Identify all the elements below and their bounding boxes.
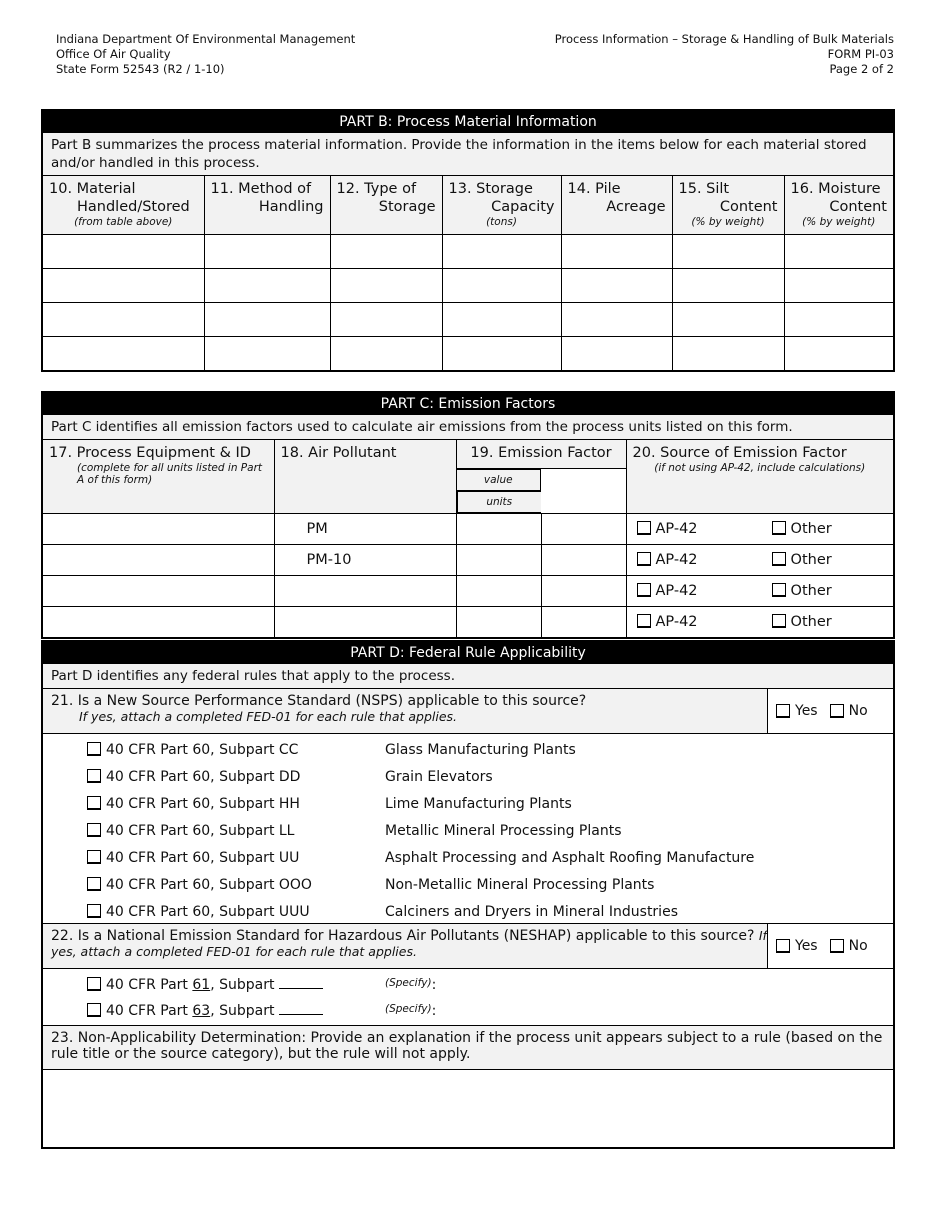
part-c-intro: Part C identifies all emission factors used to calculate air emissions from the process units listed on this form.	[43, 415, 893, 440]
material-cell[interactable]	[442, 302, 561, 336]
q22-note: If yes, attach a completed FED-01 for each rule that applies.	[51, 928, 767, 959]
material-cell[interactable]	[784, 336, 893, 370]
material-cell[interactable]	[561, 268, 672, 302]
col-20-note: (if not using AP-42, include calculations)	[654, 462, 866, 474]
material-row	[43, 302, 893, 336]
nsps-rule: 40 CFR Part 60, Subpart CC	[106, 742, 299, 758]
question-23	[43, 1026, 893, 1070]
material-cell[interactable]	[43, 336, 204, 370]
nsps-checkbox[interactable]	[87, 904, 101, 918]
material-cell[interactable]	[204, 268, 330, 302]
material-cell[interactable]	[204, 234, 330, 268]
col-14-header	[561, 176, 672, 234]
nsps-item	[87, 823, 893, 850]
col-header-line2: Capacity	[491, 199, 555, 215]
question-21	[43, 689, 893, 734]
material-cell[interactable]	[784, 268, 893, 302]
other-label: Other	[790, 520, 832, 537]
form-header	[555, 32, 894, 77]
q22-no-checkbox[interactable]	[830, 939, 844, 953]
material-cell[interactable]	[204, 302, 330, 336]
emission-row	[43, 575, 893, 606]
q23-text: 23. Non-Applicability Determination: Provide an explanation if the process unit appears subject to a rule (based on the rule title or the source category), but the rule will not apply.	[51, 1030, 883, 1062]
value-subheader: value	[457, 469, 542, 491]
ap42-label: AP-42	[655, 551, 698, 568]
nsps-list	[43, 734, 893, 924]
units-cell[interactable]	[541, 544, 626, 575]
material-cell[interactable]	[672, 268, 784, 302]
part-d-section	[41, 640, 895, 1149]
neshap-list	[43, 969, 893, 1026]
col-header-line1: 11. Method of	[210, 181, 312, 197]
equipment-cell[interactable]	[43, 513, 274, 544]
pollutant-cell[interactable]	[274, 575, 456, 606]
q22-no-label: No	[848, 938, 868, 954]
col-header-line2: Handled/Stored	[77, 199, 190, 215]
emission-row	[43, 544, 893, 575]
nsps-item	[87, 742, 893, 769]
col-20-header: 20. Source of Emission Factor	[632, 445, 847, 461]
col-15-header	[672, 176, 784, 234]
col-16-header	[784, 176, 893, 234]
value-cell[interactable]	[456, 606, 541, 637]
part-c-title: PART C: Emission Factors	[43, 393, 893, 415]
nsps-description: Asphalt Processing and Asphalt Roofing Manufacture	[385, 850, 755, 866]
emission-row	[43, 513, 893, 544]
q21-yes-label: Yes	[795, 703, 818, 719]
subpart-field[interactable]	[279, 1014, 323, 1015]
cfr-part: 63	[192, 1003, 211, 1019]
pollutant-cell[interactable]	[274, 606, 456, 637]
material-cell[interactable]	[672, 336, 784, 370]
equipment-cell[interactable]	[43, 606, 274, 637]
material-cell[interactable]	[672, 302, 784, 336]
nsps-checkbox[interactable]	[87, 877, 101, 891]
office-name: Office Of Air Quality	[56, 47, 171, 61]
material-cell[interactable]	[784, 234, 893, 268]
nsps-item	[87, 769, 893, 796]
other-checkbox[interactable]	[772, 583, 786, 597]
other-label: Other	[790, 613, 832, 630]
page-number: Page 2 of 2	[829, 62, 894, 76]
other-checkbox[interactable]	[772, 614, 786, 628]
q23-explanation-field[interactable]	[43, 1070, 893, 1144]
col-17-header: 17. Process Equipment & ID	[49, 445, 251, 461]
part-d-title: PART D: Federal Rule Applicability	[43, 642, 893, 664]
col-18-header: 18. Air Pollutant	[274, 440, 456, 513]
part-c-section	[41, 391, 895, 639]
pollutant-cell[interactable]: PM	[274, 513, 456, 544]
nsps-description: Calciners and Dryers in Mineral Industries	[385, 904, 678, 920]
nsps-rule: 40 CFR Part 60, Subpart DD	[106, 769, 301, 785]
col-19-header: 19. Emission Factor	[456, 440, 626, 468]
col-header-line2: Acreage	[606, 199, 666, 215]
col-17-note: (complete for all units listed in Part A of this form)	[77, 462, 263, 486]
other-label: Other	[790, 551, 832, 568]
nsps-description: Metallic Mineral Processing Plants	[385, 823, 622, 839]
nsps-item	[87, 796, 893, 823]
col-header-note: (tons)	[486, 216, 517, 228]
nsps-description: Grain Elevators	[385, 769, 493, 785]
nsps-rule: 40 CFR Part 60, Subpart UU	[106, 850, 300, 866]
other-checkbox[interactable]	[772, 521, 786, 535]
units-cell[interactable]	[541, 513, 626, 544]
col-header-line1: 10. Material	[49, 181, 136, 197]
q21-no-checkbox[interactable]	[830, 704, 844, 718]
form-title: Process Information – Storage & Handling of Bulk Materials	[554, 32, 894, 46]
nsps-description: Lime Manufacturing Plants	[385, 796, 572, 812]
other-checkbox[interactable]	[772, 552, 786, 566]
agency-header	[56, 32, 355, 77]
material-cell[interactable]	[43, 234, 204, 268]
neshap-item: 40 CFR Part 61, Subpart (Specify) :	[87, 977, 893, 1003]
material-cell[interactable]	[561, 302, 672, 336]
col-header-line1: 15. Silt	[678, 181, 730, 197]
col-header-line1: 16. Moisture	[790, 181, 881, 197]
material-cell[interactable]	[442, 234, 561, 268]
value-cell[interactable]	[456, 513, 541, 544]
nsps-item	[87, 850, 893, 877]
material-cell[interactable]	[330, 302, 442, 336]
specify-label: (Specify)	[385, 1003, 432, 1015]
col-header-note: (% by weight)	[691, 216, 765, 228]
pollutant-cell[interactable]: PM-10	[274, 544, 456, 575]
col-header-line2: Handling	[258, 199, 324, 215]
neshap-checkbox[interactable]	[87, 977, 101, 991]
material-cell[interactable]	[561, 234, 672, 268]
units-cell[interactable]	[541, 575, 626, 606]
nsps-checkbox[interactable]	[87, 850, 101, 864]
equipment-cell[interactable]	[43, 575, 274, 606]
nsps-rule: 40 CFR Part 60, Subpart LL	[106, 823, 295, 839]
agency-name: Indiana Department Of Environmental Management	[56, 32, 356, 46]
material-cell[interactable]	[672, 234, 784, 268]
material-cell[interactable]	[204, 336, 330, 370]
ap42-label: AP-42	[655, 582, 698, 599]
material-cell[interactable]	[784, 302, 893, 336]
neshap-item: 40 CFR Part 63, Subpart (Specify) :	[87, 1003, 893, 1029]
q22-text: 22. Is a National Emission Standard for Hazardous Air Pollutants (NESHAP) applicable to this source?	[51, 928, 755, 944]
nsps-item	[87, 877, 893, 904]
nsps-checkbox[interactable]	[87, 823, 101, 837]
col-header-line2: Content	[719, 199, 778, 215]
state-form-number: State Form 52543 (R2 / 1-10)	[56, 62, 225, 76]
q21-text: 21. Is a New Source Performance Standard (NSPS) applicable to this source?	[51, 693, 587, 709]
ap42-checkbox[interactable]	[637, 552, 651, 566]
ap42-label: AP-42	[655, 520, 698, 537]
material-row	[43, 336, 893, 370]
nsps-checkbox[interactable]	[87, 742, 101, 756]
units-subheader: units	[457, 491, 542, 513]
other-label: Other	[790, 582, 832, 599]
nsps-checkbox[interactable]	[87, 796, 101, 810]
material-cell[interactable]	[442, 336, 561, 370]
value-cell[interactable]	[456, 575, 541, 606]
material-cell[interactable]	[43, 302, 204, 336]
nsps-description: Non-Metallic Mineral Processing Plants	[385, 877, 655, 893]
neshap-checkbox[interactable]	[87, 1003, 101, 1017]
question-22	[43, 924, 893, 969]
material-row	[43, 234, 893, 268]
specify-label: (Specify)	[385, 977, 432, 989]
units-cell[interactable]	[541, 606, 626, 637]
material-table	[43, 176, 893, 370]
col-header-note: (% by weight)	[802, 216, 876, 228]
emission-row	[43, 606, 893, 637]
q22-yes-label: Yes	[795, 938, 818, 954]
part-d-intro: Part D identifies any federal rules that apply to the process.	[43, 664, 893, 689]
material-cell[interactable]	[330, 234, 442, 268]
nsps-rule: 40 CFR Part 60, Subpart HH	[106, 796, 300, 812]
form-id: FORM PI-03	[827, 47, 894, 61]
part-b-section	[41, 109, 895, 372]
col-header-line1: 12. Type of	[336, 181, 417, 197]
nsps-checkbox[interactable]	[87, 769, 101, 783]
nsps-rule: 40 CFR Part 60, Subpart UUU	[106, 904, 310, 920]
col-header-line1: 14. Pile	[567, 181, 621, 197]
col-11-header	[204, 176, 330, 234]
material-cell[interactable]	[561, 336, 672, 370]
q21-note: If yes, attach a completed FED-01 for each rule that applies.	[79, 709, 458, 724]
material-cell[interactable]	[330, 336, 442, 370]
material-row	[43, 268, 893, 302]
col-header-line2: Storage	[378, 199, 436, 215]
equipment-cell[interactable]	[43, 544, 274, 575]
nsps-description: Glass Manufacturing Plants	[385, 742, 576, 758]
cfr-part: 61	[192, 977, 211, 993]
col-12-header	[330, 176, 442, 234]
col-header-line2: Content	[829, 199, 887, 215]
col-header-note: (from table above)	[74, 216, 173, 228]
value-cell[interactable]	[456, 544, 541, 575]
ap42-label: AP-42	[655, 613, 698, 630]
q21-no-label: No	[848, 703, 868, 719]
subpart-field[interactable]	[279, 988, 323, 989]
ap42-checkbox[interactable]	[637, 614, 651, 628]
part-b-intro: Part B summarizes the process material information. Provide the information in the items below for each material stored and/or handled in this process.	[43, 133, 893, 176]
ap42-checkbox[interactable]	[637, 521, 651, 535]
nsps-rule: 40 CFR Part 60, Subpart OOO	[106, 877, 312, 893]
col-10-header	[43, 176, 204, 234]
material-cell[interactable]	[330, 268, 442, 302]
q21-yes-checkbox[interactable]	[776, 704, 790, 718]
q22-yes-checkbox[interactable]	[776, 939, 790, 953]
col-13-header	[442, 176, 561, 234]
emission-factor-table	[43, 440, 893, 637]
ap42-checkbox[interactable]	[637, 583, 651, 597]
material-cell[interactable]	[43, 268, 204, 302]
part-b-title: PART B: Process Material Information	[43, 111, 893, 133]
material-cell[interactable]	[442, 268, 561, 302]
col-header-line1: 13. Storage	[448, 181, 533, 197]
